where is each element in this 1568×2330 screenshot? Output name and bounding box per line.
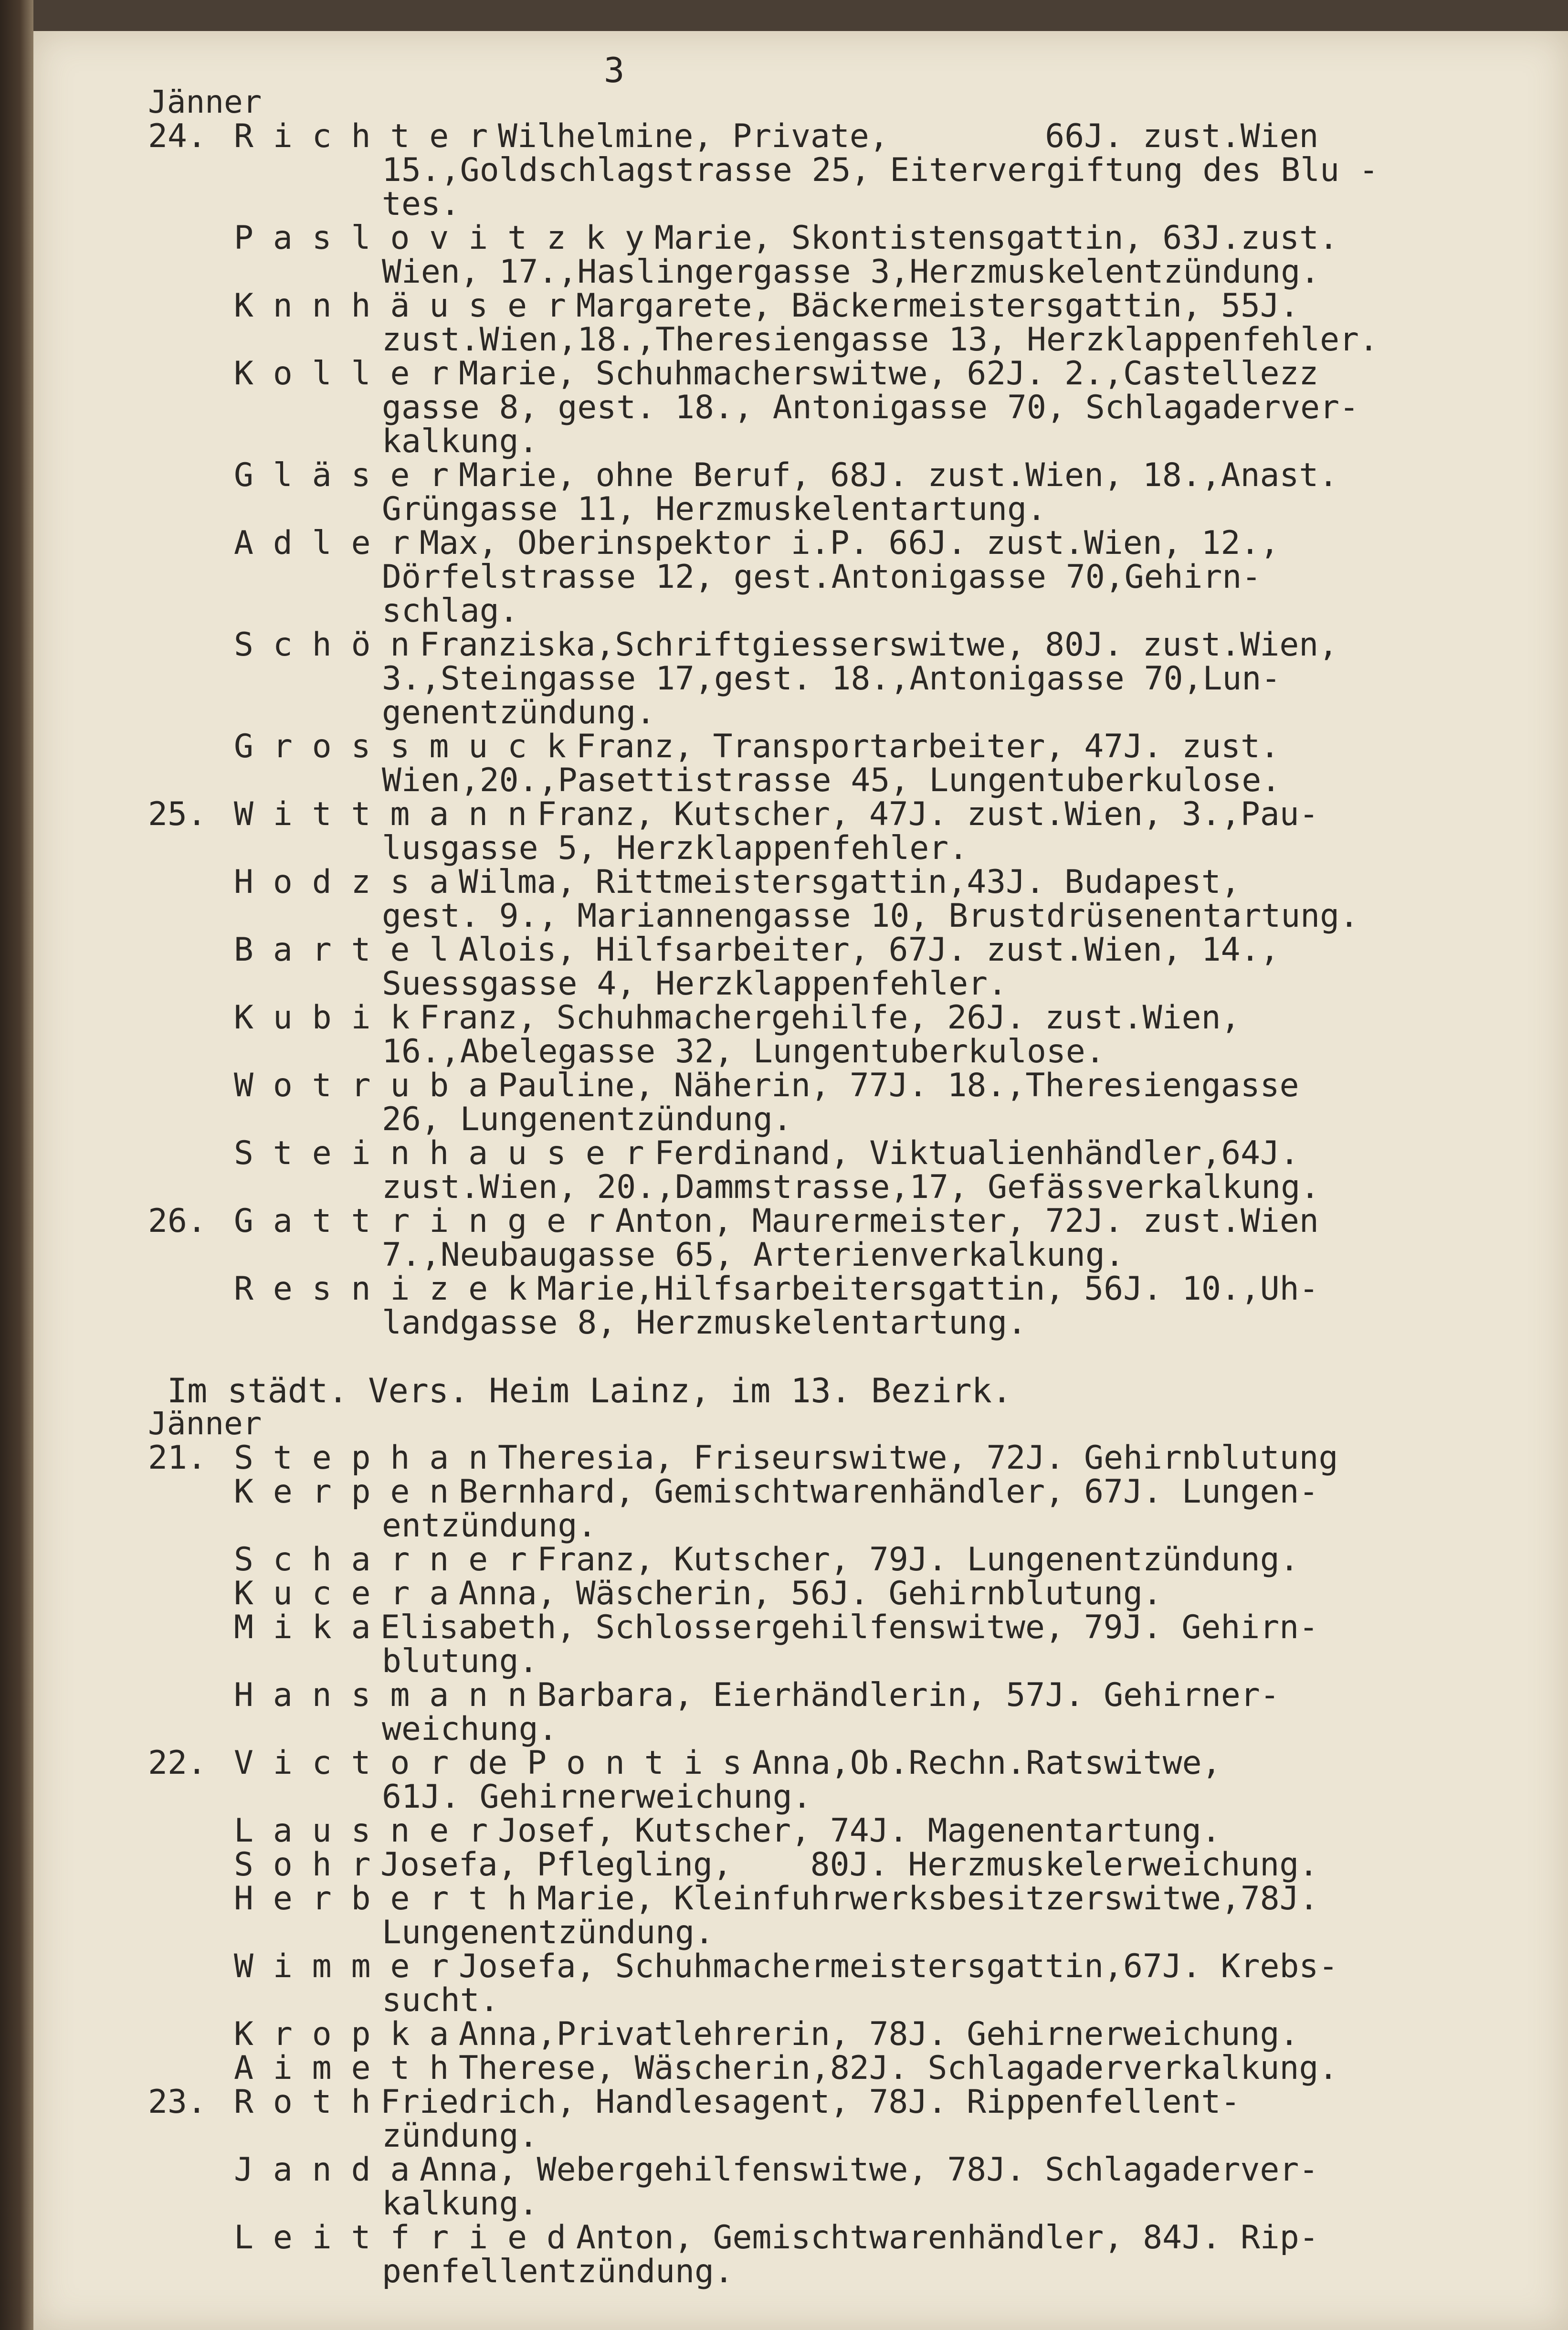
entry-surname: H e r b e r t h <box>234 1880 527 1917</box>
entry-surname: G l ä s e r <box>234 456 449 494</box>
entry-text: Theresia, Friseurswitwe, 72J. Gehirnblutung <box>498 1439 1338 1477</box>
entry-surname: P a s l o v i t z k y <box>234 219 644 257</box>
entry-text: 16.,Abelegasse 32, Lungentuberkulose. <box>382 1033 1105 1070</box>
entry-text: Marie, ohne Beruf, 68J. zust.Wien, 18.,Anast. <box>459 456 1338 494</box>
entry-text: Suessgasse 4, Herzklappenfehler. <box>382 965 1008 1003</box>
entry-text: kalkung. <box>382 423 538 460</box>
entry-text: Bernhard, Gemischtwarenhändler, 67J. Lungen- <box>459 1473 1319 1511</box>
entry-text: Anna, Webergehilfenswitwe, 78J. Schlagaderver- <box>420 2151 1319 2189</box>
entry-text: Lungenentzündung. <box>382 1914 714 1951</box>
entry-surname: H a n s m a n n <box>234 1676 527 1714</box>
entry-text: Dörfelstrasse 12, gest.Antonigasse 70,Gehirn- <box>382 558 1262 596</box>
entry-text: weichung. <box>382 1710 558 1748</box>
entry-surname: J a n d a <box>234 2151 410 2189</box>
entry-surname: G r o s s m u c k <box>234 728 566 765</box>
entry-day: 25. <box>148 795 207 833</box>
entry-surname: R i c h t e r <box>234 117 488 155</box>
month-label: Jänner <box>148 1405 262 1442</box>
entry-text: Grüngasse 11, Herzmuskelentartung. <box>382 490 1046 528</box>
entry-text: 26, Lungenentzündung. <box>382 1101 792 1138</box>
entry-text: Wilma, Rittmeistersgattin,43J. Budapest, <box>459 863 1241 901</box>
entry-text: Max, Oberinspektor i.P. 66J. zust.Wien, 12., <box>420 524 1280 562</box>
entry-text: Anton, Gemischtwarenhändler, 84J. Rip- <box>576 2219 1319 2256</box>
entry-text: Franz, Transportarbeiter, 47J. zust. <box>576 728 1280 765</box>
entry-text: blutung. <box>382 1642 538 1680</box>
entry-surname: S t e i n h a u s e r <box>234 1134 644 1172</box>
entry-text: 15.,Goldschlagstrasse 25, Eitervergiftung des Blu - <box>382 151 1379 189</box>
entry-text: Barbara, Eierhändlerin, 57J. Gehirner- <box>537 1676 1280 1714</box>
entry-text: tes. <box>382 185 460 223</box>
entry-text: 61J. Gehirnerweichung. <box>382 1778 812 1816</box>
entry-surname: K n n h ä u s e r <box>234 287 566 325</box>
entry-surname: K r o p k a <box>234 2015 449 2053</box>
entry-surname: B a r t e l <box>234 931 449 969</box>
entry-text: Josefa, Pflegling, 80J. Herzmuskelerweichung. <box>380 1846 1319 1884</box>
entry-text: zündung. <box>382 2117 538 2155</box>
entry-surname: L e i t f r i e d <box>234 2219 566 2256</box>
entry-text: Marie,Hilfsarbeitersgattin, 56J. 10.,Uh- <box>537 1270 1319 1308</box>
entry-text: Wien,20.,Pasettistrasse 45, Lungentuberkulose. <box>382 762 1281 799</box>
entry-text: sucht. <box>382 1981 499 2019</box>
entry-text: Marie, Kleinfuhrwerksbesitzerswitwe,78J. <box>537 1880 1319 1917</box>
entry-text: zust.Wien,18.,Theresiengasse 13, Herzklappenfehler. <box>382 321 1379 359</box>
entry-text: Anton, Maurermeister, 72J. zust.Wien <box>615 1202 1319 1240</box>
entry-surname: K u b i k <box>234 999 410 1037</box>
entry-surname: W i m m e r <box>234 1948 449 1985</box>
entry-text: Anna, Wäscherin, 56J. Gehirnblutung. <box>459 1575 1162 1612</box>
entry-surname: S c h a r n e r <box>234 1541 527 1578</box>
entry-surname: V i c t o r de P o n t i s <box>234 1744 742 1782</box>
entry-surname: S t e p h a n <box>234 1439 488 1477</box>
entry-text: lusgasse 5, Herzklappenfehler. <box>382 829 968 867</box>
entry-surname: K u c e r a <box>234 1575 449 1612</box>
entry-day: 26. <box>148 1202 207 1240</box>
entry-surname: M i k a <box>234 1609 371 1646</box>
entry-text: Franz, Kutscher, 47J. zust.Wien, 3.,Pau- <box>537 795 1319 833</box>
entry-text: landgasse 8, Herzmuskelentartung. <box>382 1304 1027 1342</box>
entry-text: Therese, Wäscherin,82J. Schlagaderverkalkung. <box>459 2049 1338 2087</box>
entry-day: 23. <box>148 2083 207 2121</box>
entry-surname: S c h ö n <box>234 626 410 664</box>
entry-surname: A i m e t h <box>234 2049 449 2087</box>
entry-text: penfellentzündung. <box>382 2253 734 2290</box>
entry-text: Pauline, Näherin, 77J. 18.,Theresiengasse <box>498 1067 1299 1104</box>
entry-text: Anna,Ob.Rechn.Ratswitwe, <box>752 1744 1221 1782</box>
entry-text: 7.,Neubaugasse 65, Arterienverkalkung. <box>382 1236 1125 1274</box>
entry-text: Wilhelmine, Private, 66J. zust.Wien <box>498 117 1319 155</box>
entry-text: entzündung. <box>382 1507 597 1545</box>
entry-text: Ferdinand, Viktualienhändler,64J. <box>654 1134 1300 1172</box>
entry-text: Elisabeth, Schlossergehilfenswitwe, 79J. Gehirn- <box>380 1609 1319 1646</box>
entry-text: genentzündung. <box>382 694 656 731</box>
entry-surname: W i t t m a n n <box>234 795 527 833</box>
entry-text: Friedrich, Handlesagent, 78J. Rippenfellent- <box>380 2083 1241 2121</box>
entry-surname: K o l l e r <box>234 355 449 392</box>
entry-day: 24. <box>148 117 207 155</box>
entry-surname: S o h r <box>234 1846 371 1884</box>
entry-text: Alois, Hilfsarbeiter, 67J. zust.Wien, 14., <box>459 931 1280 969</box>
entry-day: 22. <box>148 1744 207 1782</box>
entry-surname: A d l e r <box>234 524 410 562</box>
entry-surname: R o t h <box>234 2083 371 2121</box>
entry-text: gasse 8, gest. 18., Antonigasse 70, Schlagaderver- <box>382 389 1359 426</box>
section-heading: Im städt. Vers. Heim Lainz, im 13. Bezirk. <box>167 1371 1012 1410</box>
entry-surname: R e s n i z e k <box>234 1270 527 1308</box>
month-label: Jänner <box>148 84 262 120</box>
entry-text: Anna,Privatlehrerin, 78J. Gehirnerweichung. <box>459 2015 1299 2053</box>
entry-text: Marie, Schuhmacherswitwe, 62J. 2.,Castellezz <box>459 355 1319 392</box>
entry-text: zust.Wien, 20.,Dammstrasse,17, Gefässverkalkung. <box>382 1168 1320 1206</box>
entry-surname: L a u s n e r <box>234 1812 488 1850</box>
entry-text: Wien, 17.,Haslingergasse 3,Herzmuskelentzündung. <box>382 253 1320 291</box>
entry-surname: G a t t r i n g e r <box>234 1202 605 1240</box>
entry-text: Josefa, Schuhmachermeistersgattin,67J. Krebs- <box>459 1948 1338 1985</box>
book-binding <box>0 0 33 2330</box>
entry-text: Franziska,Schriftgiesserswitwe, 80J. zust.Wien, <box>420 626 1338 664</box>
entry-text: 3.,Steingasse 17,gest. 18.,Antonigasse 70,Lun- <box>382 660 1281 698</box>
entry-text: Franz, Schuhmachergehilfe, 26J. zust.Wien, <box>420 999 1241 1037</box>
entry-text: Franz, Kutscher, 79J. Lungenentzündung. <box>537 1541 1299 1578</box>
entry-text: Margarete, Bäckermeistersgattin, 55J. <box>576 287 1299 325</box>
entry-surname: H o d z s a <box>234 863 449 901</box>
entry-text: Josef, Kutscher, 74J. Magenentartung. <box>498 1812 1221 1850</box>
entry-day: 21. <box>148 1439 207 1477</box>
entry-text: gest. 9., Mariannengasse 10, Brustdrüsenentartung. <box>382 897 1359 935</box>
entry-text: schlag. <box>382 592 519 630</box>
entry-surname: K e r p e n <box>234 1473 449 1511</box>
page-number: 3 <box>604 50 625 90</box>
entry-text: kalkung. <box>382 2185 538 2223</box>
entry-text: Marie, Skontistensgattin, 63J.zust. <box>654 219 1338 257</box>
entry-surname: W o t r u b a <box>234 1067 488 1104</box>
